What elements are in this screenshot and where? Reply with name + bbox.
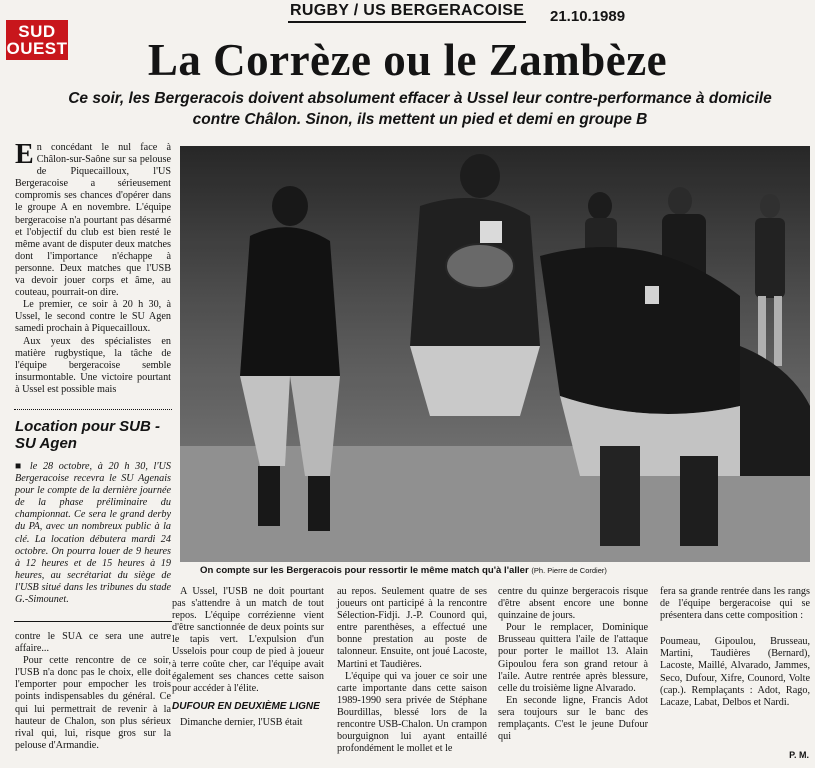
team-lineup: Poumeau, Gipoulou, Brusseau, Martini, Taudières (Bernard), Lacoste, Maillé, Alvarado, Jammes, Seco, Dufour, Xifre, Counord, Volte (cap.). Remplaçants : Adot, Rago, Lacaze, Labat, Delbos et Nardi. [660, 636, 810, 708]
paragraph-seconde-ligne: En seconde ligne, Francis Adot sera toujours sur le banc des remplaçants. C'est le jeune Dufour qui [498, 694, 648, 743]
paragraph-2: Le premier, ce soir à 20 h 30, à Ussel, le second contre le SU Agen samedi prochain à Piquecailloux. [15, 299, 171, 335]
paragraph-equipe: L'équipe qui va jouer ce soir une carte importante dans cette saison 1989-1990 sera privée de Stéphane Bourdillas, blessé lors de la rencontre USB-Chalon. Un crampon bourguignon lui ayant entaillé profondément le mollet et le [337, 670, 487, 755]
photo-caption [200, 565, 810, 576]
column-4 [498, 586, 648, 743]
box-bottom-rule [14, 621, 172, 622]
logo-line1: SUD [18, 22, 56, 41]
box-separator [14, 409, 172, 410]
photo-credit: (Ph. Pierre de Cordier) [531, 566, 607, 575]
column-1-bottom [15, 631, 171, 752]
paragraph-remplacer: Pour le remplacer, Dominique Brusseau quittera l'aile de l'attaque pour porter le maillot 13. Alain Gipoulou fera son grand retour à l'aile. Autre rentrée après blessure, celle du troisième ligne Alvarado. [498, 622, 648, 694]
paragraph-au-repos: au repos. Seulement quatre de ses joueurs ont participé à la rencontre Sélection-Fidji. J.-P. Counord qui, entre parenthèses, a effectué une bonne prestation au poste de talonneur. Ensuite, ont joué Lacoste, Martini et Taudières. [337, 586, 487, 670]
box-text: ■ le 28 octobre, à 20 h 30, l'US Bergeracoise recevra le SU Agenais pour le compte de la dernière journée de la phase préliminaire du championnat. Ce sera le grand derby du PA, avec un nombreux public à la clé. La location débutera mardi 24 octobre. On pourra louer de 9 heures à 12 heures et de 15 heures à 19 heures, au secrétariat du siège de l'USB situé dans les tribunes du stade G.-Simounet. [15, 461, 171, 606]
headline: La Corrèze ou le Zambèze [147, 35, 668, 85]
paragraph-1 [15, 139, 171, 299]
logo-line2: OUEST [6, 39, 68, 58]
paragraph-a-ussel: A Ussel, l'USB ne doit pourtant pas s'attendre à un match de tout repos. L'équipe corrézienne vient d'être sanctionnée de deux points sur le tapis vert. L'expulsion d'un Usselois pour coup de pied à joueur à terre coûte cher, car l'équipe avait également ses chances cette saison pour accéder à l'élite. [172, 586, 324, 694]
subhead-dufour: DUFOUR EN DEUXIÈME LIGNE [172, 700, 320, 712]
paragraph-dimanche: Dimanche dernier, l'USB était [180, 716, 303, 728]
paragraph-rentree: fera sa grande rentrée dans les rangs de l'équipe bergeracoise qui se présentera dans cette composition : [660, 586, 810, 622]
section-label: RUGBY / US BERGERACOISE [288, 2, 526, 23]
paragraph-contre: contre le SUA ce sera une autre affaire... [15, 631, 171, 655]
paragraph-1-text: n concédant le nul face à Châlon-sur-Saône sur sa pelouse de Piquecailloux, l'US Bergeracoise a sérieusement compromis ses chances d'opérer dans le groupe A en novembre. L'équipe bergeracoise n'a pourtant pas désarmé et l'objectif du club est bien resté le même avant de disputer deux matches dont l'importance n'échappe à personne. Deux matches que l'USB va devoir jouer corps et âme, au couteau, pourrait-on dire. [15, 142, 171, 299]
rugby-scrum-image [180, 146, 810, 562]
paragraph-3: Aux yeux des spécialistes en matière rugbystique, la tâche de l'équipe bergeracoise semble insurmontable. Une victoire pourtant à Ussel est possible mais [15, 335, 171, 395]
caption-text: On compte sur les Bergeracois pour ressortir le même match qu'à l'aller [200, 565, 529, 576]
rugby-photo [180, 146, 810, 562]
column-1-top [15, 139, 171, 396]
column-5 [660, 586, 810, 709]
paragraph-pour-cette: Pour cette rencontre de ce soir, l'USB n'a donc pas le choix, elle doit l'emporter pour empocher les trois points indispensables du général. Ce qui lui permettrait de revenir à la hauteur de Chalon, son plus sérieux rival qui, lui, risque gros sur la pelouse d'Armandie. [15, 655, 171, 751]
paragraph-centre: centre du quinze bergeracois risque d'être absent encore une bonne quinzaine de jours. [498, 586, 648, 622]
issue-date: 21.10.1989 [550, 8, 626, 25]
column-2 [172, 586, 324, 729]
subtitle: Ce soir, les Bergeracois doivent absolument effacer à Ussel leur contre-performance à domicile contre Châlon. Sinon, ils mettent un pied et demi en groupe B [68, 90, 772, 128]
author-signature: P. M. [789, 750, 809, 760]
drop-cap: E [15, 139, 34, 170]
column-3 [337, 586, 487, 755]
box-heading: Location pour SUB - SU Agen [15, 418, 160, 452]
